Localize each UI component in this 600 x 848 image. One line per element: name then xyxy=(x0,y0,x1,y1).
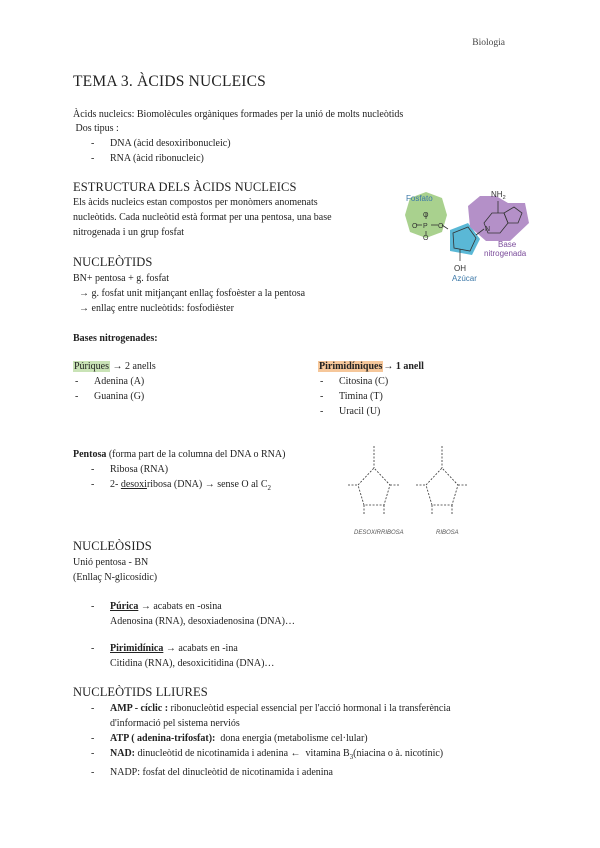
list-item: - ATP ( adenina-trifosfat): dona energia (metabolisme cel·lular) xyxy=(91,731,451,746)
nucleotids-formula: BN+ pentosa + g. fosfat xyxy=(73,273,169,284)
nucleosids-heading: NUCLEÒSIDS xyxy=(73,539,152,553)
estructura-line: nitrogenada i un grup fosfat xyxy=(73,227,185,238)
list-item: - Púrica → acabats en -osina xyxy=(91,599,295,614)
estructura-line: Els àcids nucleics estan compostos per monòmers anomenats xyxy=(73,197,318,208)
bases-heading: Bases nitrogenades: xyxy=(73,333,158,344)
desoxirribosa-label: DESOXIRRIBOSA xyxy=(354,530,404,536)
pentose-structures xyxy=(338,440,498,540)
pentosa-line: Pentosa (forma part de la columna del DNA o RNA) xyxy=(73,449,286,460)
list-item: - Guanina (G) xyxy=(75,389,144,404)
list-item: - DNA (àcid desoxiribonucleic) xyxy=(91,136,231,151)
list-item: Citidina (RNA), desoxicitidina (DNA)… xyxy=(110,658,275,669)
pirimidinica-list xyxy=(91,641,274,671)
nucleosids-line: (Enllaç N-glicosídic) xyxy=(73,572,158,583)
puriques-label: Púriques xyxy=(74,361,109,372)
list-item: - NAD: dinucleòtid de nicotinamida i adenina ← vitamina $B_3(niacina$ o à. nicotínic) xyxy=(91,746,451,765)
list-item: - Citosina (C) xyxy=(320,374,388,389)
intro-definition: Àcids nucleics: Biomolècules orgàniques formades per la unió de molts nucleòtids xyxy=(73,109,404,120)
lliures-heading: NUCLEÒTIDS LLIURES xyxy=(73,685,208,699)
o-symbol: O xyxy=(423,235,429,242)
pirimidiniques-line: Pirimidíniques→ 1 anell xyxy=(319,361,424,372)
list-item: - 2- desoxiribosa (DNA) → sense O al $C_2$ xyxy=(91,477,271,496)
p-symbol: P xyxy=(423,223,428,230)
estructura-heading: ESTRUCTURA DELS ÀCIDS NUCLEICS xyxy=(73,180,297,194)
acid-types-list xyxy=(91,136,231,166)
estructura-line: nucleòtids. Cada nucleòtid està format per una pentosa, una base xyxy=(73,212,332,223)
list-item: - Ribosa (RNA) xyxy=(91,462,271,477)
base-label: Base xyxy=(498,240,517,249)
puriques-list xyxy=(75,374,144,404)
header-subject: Biologia xyxy=(472,38,505,48)
fosfato-label: Fosfato xyxy=(406,194,433,203)
azucar-label: Azúcar xyxy=(452,274,477,283)
list-item: Adenosina (RNA), desoxiadenosina (DNA)… xyxy=(110,616,295,627)
nucleotids-heading: NUCLEÒTIDS xyxy=(73,255,153,269)
nucleotids-bond: → g. fosfat unit mitjançant enllaç fosfoèster a la pentosa xyxy=(79,288,306,299)
oh-label: OH xyxy=(454,264,466,273)
nucleotids-bond: → enllaç entre nucleòtids: fosfodièster xyxy=(79,303,234,314)
list-item: - Pirimidínica → acabats en -ina xyxy=(91,641,274,656)
nitrogenada-label: nitrogenada xyxy=(484,249,527,258)
list-item: - AMP - cíclic : ribonucleòtid especial essencial per l'acció hormonal i la transferència xyxy=(91,701,451,716)
lliures-list xyxy=(91,701,451,780)
o-symbol: O xyxy=(412,223,418,230)
list-item: - RNA (àcid ribonucleic) xyxy=(91,151,231,166)
puriques-line: Púriques → 2 anells xyxy=(74,361,156,372)
purica-list xyxy=(91,599,295,629)
list-item: - Timina (T) xyxy=(320,389,388,404)
nh2-label: $NH_2$ xyxy=(491,190,506,201)
pirimidiniques-label: Pirimidíniques xyxy=(319,361,383,372)
o-symbol: O xyxy=(438,223,444,230)
ribosa-label: RIBOSA xyxy=(436,530,459,536)
list-item: - NADP: fosfat del dinucleòtid de nicotinamida i adenina xyxy=(91,765,451,780)
list-item: - Uracil (U) xyxy=(320,404,388,419)
page-title: TEMA 3. ÀCIDS NUCLEICS xyxy=(73,73,266,90)
nucleosids-line: Unió pentosa - BN xyxy=(73,557,149,568)
n-symbol: N xyxy=(485,226,491,233)
list-item: - Adenina (A) xyxy=(75,374,144,389)
nucleotide-diagram xyxy=(388,183,540,283)
list-item: d'informació pel sistema nerviós xyxy=(110,718,240,729)
pirimidiniques-list xyxy=(320,374,388,419)
pentosa-label: Pentosa xyxy=(73,449,107,460)
pentosa-list xyxy=(91,462,271,496)
o-symbol: O xyxy=(423,212,429,219)
intro-types-label: Dos tipus : xyxy=(73,123,119,134)
